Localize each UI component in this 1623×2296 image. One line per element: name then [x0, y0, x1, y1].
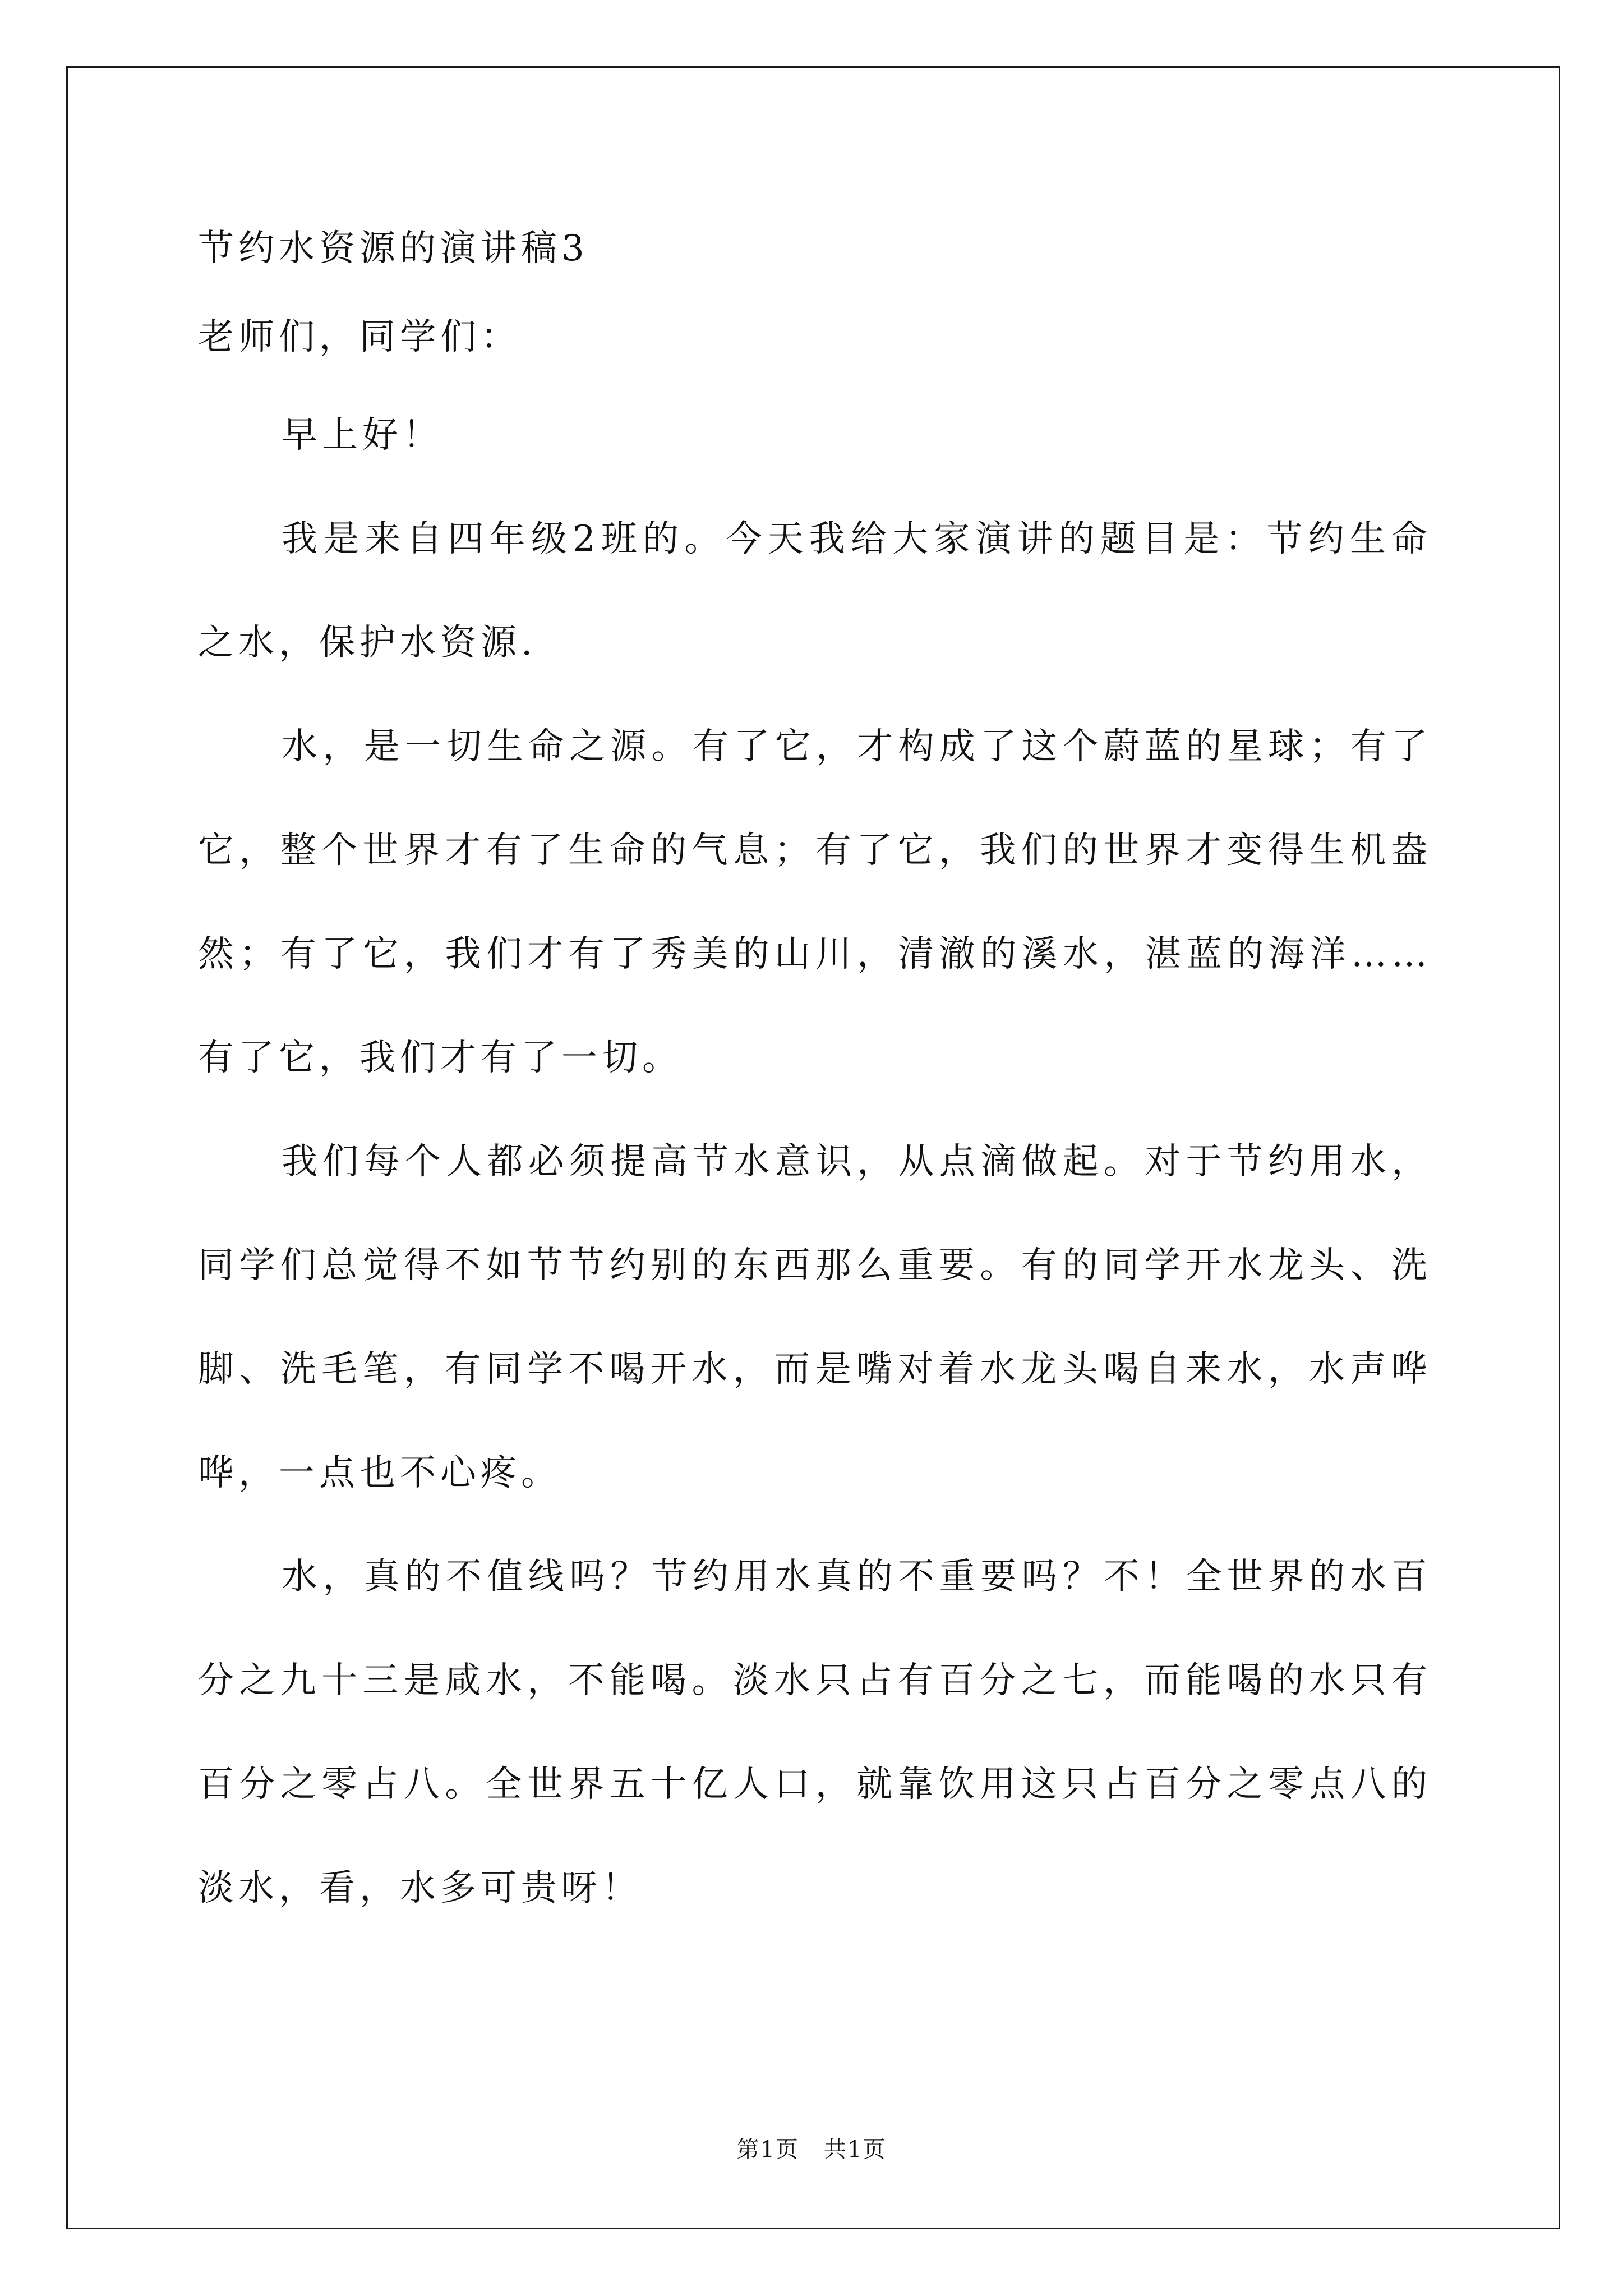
paragraph: 水，是一切生命之源。有了它，才构成了这个蔚蓝的星球；有了它，整个世界才有了生命的气息；有了它，我们的世界才变得生机盎然；有了它，我们才有了秀美的山川，清澈的溪水，湛蓝的海洋……有了它，我们才有了一切。	[198, 726, 1432, 1079]
salutation: 老师们，同学们：	[198, 316, 521, 358]
document-title: 节约水资源的演讲稿3	[198, 228, 589, 269]
page-number-footer: 第1页 共1页	[736, 2137, 887, 2162]
paragraph: 我们每个人都必须提高节水意识，从点滴做起。对于节约用水，同学们总觉得不如节节约别的东西那么重要。有的同学开水龙头、洗脚、洗毛笔，有同学不喝开水，而是嘴对着水龙头喝自来水，水声哗哗，一点也不心疼。	[198, 1141, 1432, 1494]
paragraph: 我是来自四年级2班的。今天我给大家演讲的题目是：节约生命之水，保护水资源.	[198, 518, 1432, 664]
document-body	[198, 206, 1432, 1940]
paragraph: 水，真的不值线吗？节约用水真的不重要吗？不！全世界的水百分之九十三是咸水，不能喝。淡水只占有百分之七，而能喝的水只有百分之零占八。全世界五十亿人口，就靠饮用这只占百分之零点八的淡水，看，水多可贵呀！	[198, 1556, 1432, 1909]
greeting: 早上好！	[282, 415, 443, 456]
